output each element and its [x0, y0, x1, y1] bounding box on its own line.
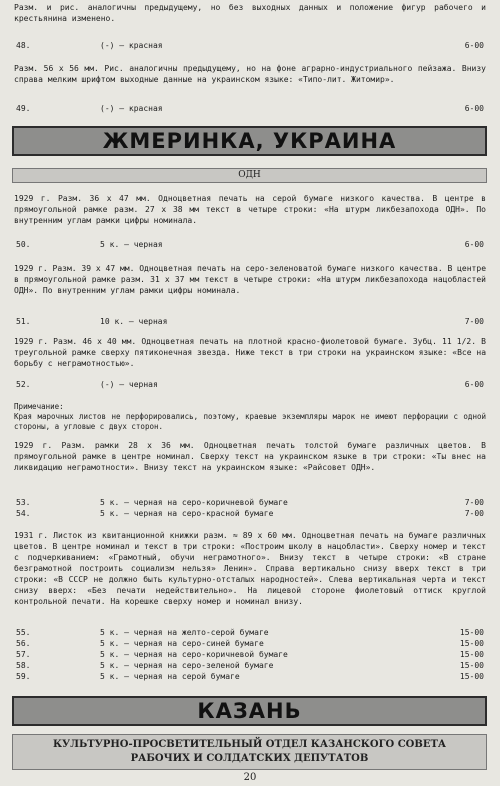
- item-number: 56.: [16, 639, 31, 648]
- item-number: 58.: [16, 661, 31, 670]
- item-description: (-) – черная: [100, 380, 158, 389]
- catalog-item-53: [14, 497, 486, 508]
- item-description: 5 к. – черная на серо-синей бумаге: [100, 639, 264, 648]
- item-number: 59.: [16, 672, 31, 681]
- item-description: 5 к. – черная на серо-красной бумаге: [100, 509, 274, 518]
- catalog-item-54: [14, 508, 486, 519]
- item-description: (-) – красная: [100, 104, 163, 113]
- item-price: 15-00: [459, 650, 484, 659]
- catalog-item-52: [14, 379, 486, 390]
- item-price: 7-00: [464, 317, 484, 326]
- catalog-item-48: [14, 40, 486, 51]
- item-price: 15-00: [459, 661, 484, 670]
- item-number: 50.: [16, 240, 31, 249]
- item-description: (-) – красная: [100, 41, 163, 50]
- description-top-2: Разм. 56 х 56 мм. Рис. аналогичны предыдущему, но на фоне аграрно-индустриального пейзажа. Внизу справа мелким шрифтом выходные данные на украинском языке: «Типо-лит. Житомир».: [14, 64, 486, 84]
- description-55: 1931 г. Листок из квитанционной книжки разм. ≈ 89 х 60 мм. Одноцветная печать на бумаге различных цветов. В центре номинал и текст в три строки: «Построим школу в нацобласти». Сверху номер и текст с подчеркиванием: «Грамотный, обучи неграмотного». Внизу текст в четыре строки: «В стране безграмотной построить социализм нельзя» Ленин». Справа вертикально снизу вверх текст в три строки: «В СССР не должно быть культурно-отсталых народностей». Слева вертикальная черта и текст снизу вверх: «Без печати недействительно». На лицевой стороне фиолетовый оттиск круглой контрольной печати. На корешке сверху номер и номинал внизу.: [14, 531, 487, 606]
- catalog-item-56: [14, 638, 486, 649]
- description-53: 1929 г. Разм. рамки 28 х 36 мм. Одноцветная печать толстой бумаге различных цветов. В прямоугольной рамке в центре номинал. Сверху текст на украинском языке в три строки: «Ты внес на ликвидацию неграмотности». Внизу текст на украинском языке: «Райсовет ОДН».: [14, 441, 486, 472]
- city-heading-zhmerinka: ЖМЕРИНКА, УКРАИНА: [12, 126, 487, 156]
- city-heading-kazan: КАЗАНЬ: [12, 696, 487, 726]
- item-price: 7-00: [464, 498, 484, 507]
- catalog-item-49: [14, 103, 486, 114]
- item-price: 7-00: [464, 509, 484, 518]
- catalog-item-55: [14, 627, 486, 638]
- item-price: 15-00: [459, 628, 484, 637]
- item-number: 49.: [16, 104, 31, 113]
- item-description: 5 к. – черная на желто-серой бумаге: [100, 628, 269, 637]
- catalog-item-57: [14, 649, 486, 660]
- description-top-1: Разм. и рис. аналогичны предыдущему, но без выходных данных и положение фигур рабочего и крестьянина изменено.: [14, 3, 486, 23]
- item-price: 15-00: [459, 639, 484, 648]
- item-description: 5 к. – черная на серой бумаге: [100, 672, 240, 681]
- catalog-item-59: [14, 671, 486, 682]
- item-price: 6-00: [464, 380, 484, 389]
- item-price: 6-00: [464, 104, 484, 113]
- note-text: Края марочных листов не перфорировались, поэтому, краевые экземпляры марок не имеют перфорации с одной стороны, а угловые с двух сторон.: [14, 412, 486, 431]
- item-number: 57.: [16, 650, 31, 659]
- item-number: 54.: [16, 509, 31, 518]
- catalog-item-58: [14, 660, 486, 671]
- item-number: 51.: [16, 317, 31, 326]
- catalog-item-50: [14, 239, 486, 250]
- organization-heading-odn: ОДН: [12, 168, 487, 183]
- catalog-item-51: [14, 316, 486, 327]
- description-52: 1929 г. Разм. 46 х 40 мм. Одноцветная печать на плотной красно-фиолетовой бумаге. Зубц. 11 1/2. В треугольной рамке сверху пятиконечная звезда. Ниже текст в три строки на украинском языке: «Все на борьбу с неграмотностью».: [14, 337, 487, 368]
- item-description: 5 к. – черная: [100, 240, 163, 249]
- item-description: 5 к. – черная на серо-коричневой бумаге: [100, 498, 288, 507]
- item-number: 52.: [16, 380, 31, 389]
- description-50: 1929 г. Разм. 36 х 47 мм. Одноцветная печать на серой бумаге низкого качества. В центре в прямоугольной рамке разм. 27 х 38 мм текст в четыре строки: «На штурм ликбезапохода ОДН». По внутренним углам рамки цифры номинала.: [14, 194, 486, 225]
- description-51: 1929 г. Разм. 39 х 47 мм. Одноцветная печать на серо-зеленоватой бумаге низкого качества. В центре в прямоугольной рамке разм. 31 х 37 мм текст в четыре строки: «На штурм ликбезапохода нацобластей ОДН». По внутренним углам рамки цифры номинала.: [14, 264, 487, 295]
- item-number: 48.: [16, 41, 31, 50]
- item-number: 55.: [16, 628, 31, 637]
- organization-heading-kazan: КУЛЬТУРНО-ПРОСВЕТИТЕЛЬНЫЙ ОТДЕЛ КАЗАНСКОГО СОВЕТА РАБОЧИХ И СОЛДАТСКИХ ДЕПУТАТОВ: [12, 734, 487, 770]
- item-description: 10 к. – черная: [100, 317, 168, 326]
- note-label: Примечание:: [14, 402, 64, 411]
- item-number: 53.: [16, 498, 31, 507]
- item-price: 6-00: [464, 240, 484, 249]
- item-description: 5 к. – черная на серо-зеленой бумаге: [100, 661, 274, 670]
- item-description: 5 к. – черная на серо-коричневой бумаге: [100, 650, 288, 659]
- page-number: 20: [243, 772, 257, 783]
- item-price: 6-00: [464, 41, 484, 50]
- item-price: 15-00: [459, 672, 484, 681]
